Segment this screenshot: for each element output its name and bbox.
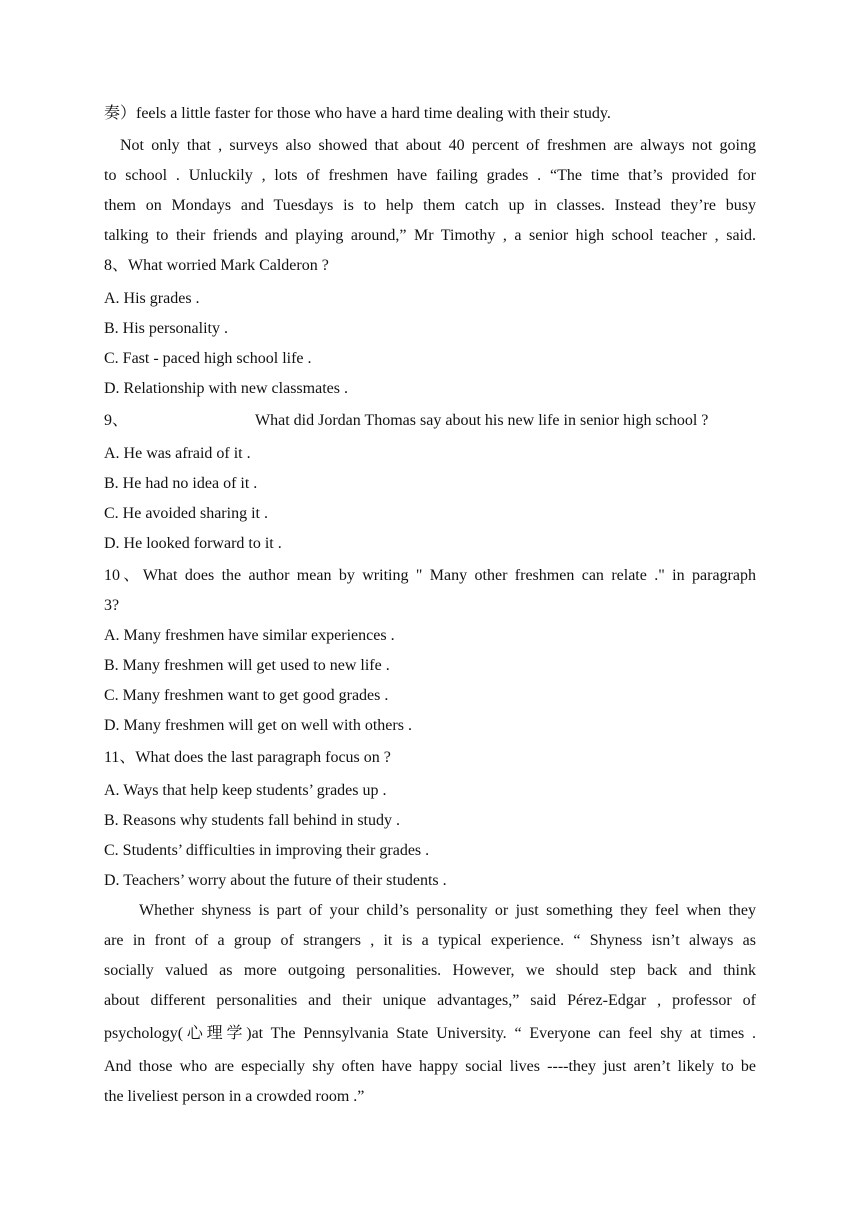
passage-b-line: And those who are especially shy often have happy social lives ----they just aren’t likely to be (104, 1058, 756, 1075)
question-9 (104, 406, 756, 559)
option: D. Many freshmen will get on well with others . (104, 717, 412, 734)
question-text: What did Jordan Thomas say about his new life in senior high school ? (255, 412, 709, 429)
question-stem (104, 743, 756, 773)
passage-a-paragraph (104, 131, 756, 251)
option: B. His personality . (104, 320, 228, 337)
question-text: What does the last paragraph focus on ? (135, 749, 391, 766)
passage-b-line: socially valued as more outgoing personalities. However, we should step back and think (104, 962, 756, 979)
option: B. He had no idea of it . (104, 475, 258, 492)
passage-b-line: psychology(心理学)at The Pennsylvania State University. “ Everyone can feel shy at times . (104, 1025, 756, 1042)
document-page (104, 99, 756, 1112)
option: A. Ways that help keep students’ grades up . (104, 782, 387, 799)
passage-b-line: the liveliest person in a crowded room .” (104, 1088, 365, 1105)
question-number: 11、 (104, 749, 136, 766)
option: C. Fast - paced high school life . (104, 350, 312, 367)
option: A. His grades . (104, 290, 200, 307)
question-text: What worried Mark Calderon ? (128, 257, 329, 274)
option: B. Many freshmen will get used to new life . (104, 657, 390, 674)
passage-a-line: them on Mondays and Tuesdays is to help them catch up in classes. Instead they’re busy (104, 197, 756, 214)
option: C. Students’ difficulties in improving their grades . (104, 842, 430, 859)
question-8 (104, 251, 756, 404)
question-stem (104, 251, 756, 281)
option: C. He avoided sharing it . (104, 505, 268, 522)
passage-b-line: Whether shyness is part of your child’s personality or just something they feel when they (139, 902, 756, 919)
passage-b-line: about different personalities and their unique advantages,” said Pérez-Edgar , professor of (104, 992, 756, 1009)
question-number: 10、 (104, 567, 143, 584)
question-stem (104, 406, 756, 436)
passage-a-line-0: 奏）feels a little faster for those who have a hard time dealing with their study. (104, 105, 611, 122)
option: C. Many freshmen want to get good grades . (104, 687, 389, 704)
option: D. Relationship with new classmates . (104, 380, 348, 397)
question-stem (104, 561, 756, 591)
question-10 (104, 561, 756, 741)
passage-b-paragraph (104, 896, 756, 1112)
question-text: What does the author mean by writing " Many other freshmen can relate ." in paragraph (142, 567, 756, 584)
question-stem-continued: 3? (104, 597, 120, 614)
option: D. He looked forward to it . (104, 535, 282, 552)
option: A. Many freshmen have similar experiences . (104, 627, 395, 644)
question-number: 9、 (104, 412, 129, 429)
passage-a-line: talking to their friends and playing around,” Mr Timothy , a senior high school teacher , said. (104, 227, 756, 244)
passage-a-line: to school . Unluckily , lots of freshmen have failing grades . “The time that’s provided for (104, 167, 756, 184)
option: B. Reasons why students fall behind in study . (104, 812, 400, 829)
passage-b-line: are in front of a group of strangers , it is a typical experience. “ Shyness isn’t always as (104, 932, 756, 949)
question-11 (104, 743, 756, 896)
option: A. He was afraid of it . (104, 445, 251, 462)
question-number: 8、 (104, 257, 129, 274)
option: D. Teachers’ worry about the future of their students . (104, 872, 447, 889)
passage-a-line: Not only that , surveys also showed that about 40 percent of freshmen are always not going (120, 137, 756, 154)
